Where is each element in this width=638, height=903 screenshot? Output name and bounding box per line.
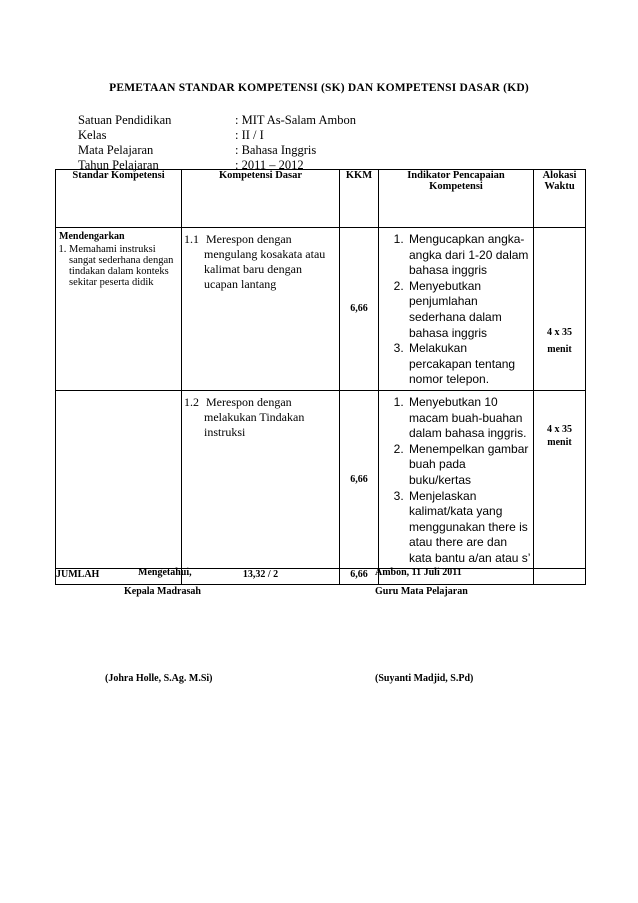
kd-number: 1.1 xyxy=(184,232,199,246)
identity-info xyxy=(78,113,356,173)
signature-right xyxy=(375,563,468,601)
header-kompetensi-dasar: Kompetensi Dasar xyxy=(182,170,340,228)
signature-right-name: (Suyanti Madjid, S.Pd) xyxy=(375,673,474,684)
indikator-item: 3. Melakukan percakapan tentang nomor telepon. xyxy=(407,341,531,388)
table-row xyxy=(56,390,586,569)
header-alokasi-text: Alokasi Waktu xyxy=(542,170,577,192)
signature-left-line2: Kepala Madrasah xyxy=(124,586,201,597)
info-label: Tahun Pelajaran xyxy=(78,158,159,172)
sk-title: Mendengarkan xyxy=(59,231,125,242)
competency-table xyxy=(55,169,586,585)
header-alokasi-waktu xyxy=(534,170,586,228)
signature-right-line1: Ambon, 11 Juli 2011 xyxy=(375,567,462,578)
standar-kompetensi-cell-empty xyxy=(56,390,182,569)
sk-item: 1. Memahami instruksi sangat sederhana dengan tindakan dalam konteks sekitar peserta didik xyxy=(69,244,178,288)
alokasi-cell xyxy=(534,228,586,391)
kompetensi-dasar-cell xyxy=(182,228,340,391)
document-title: PEMETAAN STANDAR KOMPETENSI (SK) DAN KOMPETENSI DASAR (KD) xyxy=(109,82,529,94)
info-row xyxy=(78,143,356,158)
alokasi-cell xyxy=(534,390,586,569)
kd-text: melakukan Tindakan instruksi xyxy=(204,409,305,439)
total-label: JUMLAH xyxy=(56,569,182,585)
signature-left xyxy=(120,563,260,601)
header-kkm: KKM xyxy=(340,170,379,228)
info-row xyxy=(78,128,356,143)
kd-first-text: Merespon dengan xyxy=(206,394,292,409)
total-kkm: 6,66 xyxy=(340,569,379,585)
indikator-cell xyxy=(379,228,534,391)
standar-kompetensi-cell xyxy=(56,228,182,391)
alokasi-unit: menit xyxy=(547,344,572,355)
kompetensi-dasar-cell xyxy=(182,390,340,569)
info-label: Satuan Pendidikan xyxy=(78,113,172,127)
kkm-cell: 6,66 xyxy=(340,228,379,391)
info-value: : Bahasa Inggris xyxy=(235,143,317,157)
alokasi-value: 4 x 35 xyxy=(547,423,572,435)
info-value: : MIT As-Salam Ambon xyxy=(235,113,356,127)
header-indikator-text: Indikator Pencapaian Kompetensi xyxy=(407,170,505,192)
indikator-item: 1. Menyebutkan 10 macam buah-buahan dalam bahasa inggris. xyxy=(407,395,531,442)
indikator-item: 2. Menempelkan gambar buah pada buku/kertas xyxy=(407,442,531,489)
signature-left-line1: Mengetahui, xyxy=(138,567,192,578)
info-label: Kelas xyxy=(78,128,107,142)
table-header-row xyxy=(56,170,586,228)
indikator-cell xyxy=(379,390,534,569)
indikator-item: 3. Menjelaskan kalimat/kata yang menggunakan there is atau there are dan kata bantu a/an atau s’ xyxy=(407,489,531,567)
info-value: : II / I xyxy=(235,128,264,142)
info-value: : 2011 – 2012 xyxy=(235,158,304,172)
info-label: Mata Pelajaran xyxy=(78,143,154,157)
table-row xyxy=(56,228,586,391)
indikator-list xyxy=(381,395,531,567)
header-indikator xyxy=(379,170,534,228)
kd-text: mengulang kosakata atau kalimat baru dengan ucapan lantang xyxy=(204,247,326,291)
total-kd: 13,32 / 2 xyxy=(182,569,340,585)
header-standar-kompetensi: Standar Kompetensi xyxy=(56,170,182,228)
alokasi-unit: menit xyxy=(547,436,572,448)
total-empty-alokasi xyxy=(534,569,586,585)
sk-list xyxy=(59,244,178,288)
indikator-item: 1. Mengucapkan angka-angka dari 1-20 dalam bahasa inggris xyxy=(407,232,531,279)
kd-first-text: Merespon dengan xyxy=(206,232,292,246)
signature-left-name: (Johra Holle, S.Ag. M.Si) xyxy=(105,673,213,684)
info-row xyxy=(78,113,356,128)
indikator-list xyxy=(381,232,531,388)
kd-number: 1.2 xyxy=(184,394,199,409)
signature-right-line2: Guru Mata Pelajaran xyxy=(375,586,468,597)
indikator-item: 2. Menyebutkan penjumlahan sederhana dalam bahasa inggris xyxy=(407,279,531,341)
kd-first-line xyxy=(184,232,337,247)
kd-first-line xyxy=(184,395,337,410)
kkm-cell: 6,66 xyxy=(340,390,379,569)
alokasi-value: 4 x 35 xyxy=(547,327,572,338)
